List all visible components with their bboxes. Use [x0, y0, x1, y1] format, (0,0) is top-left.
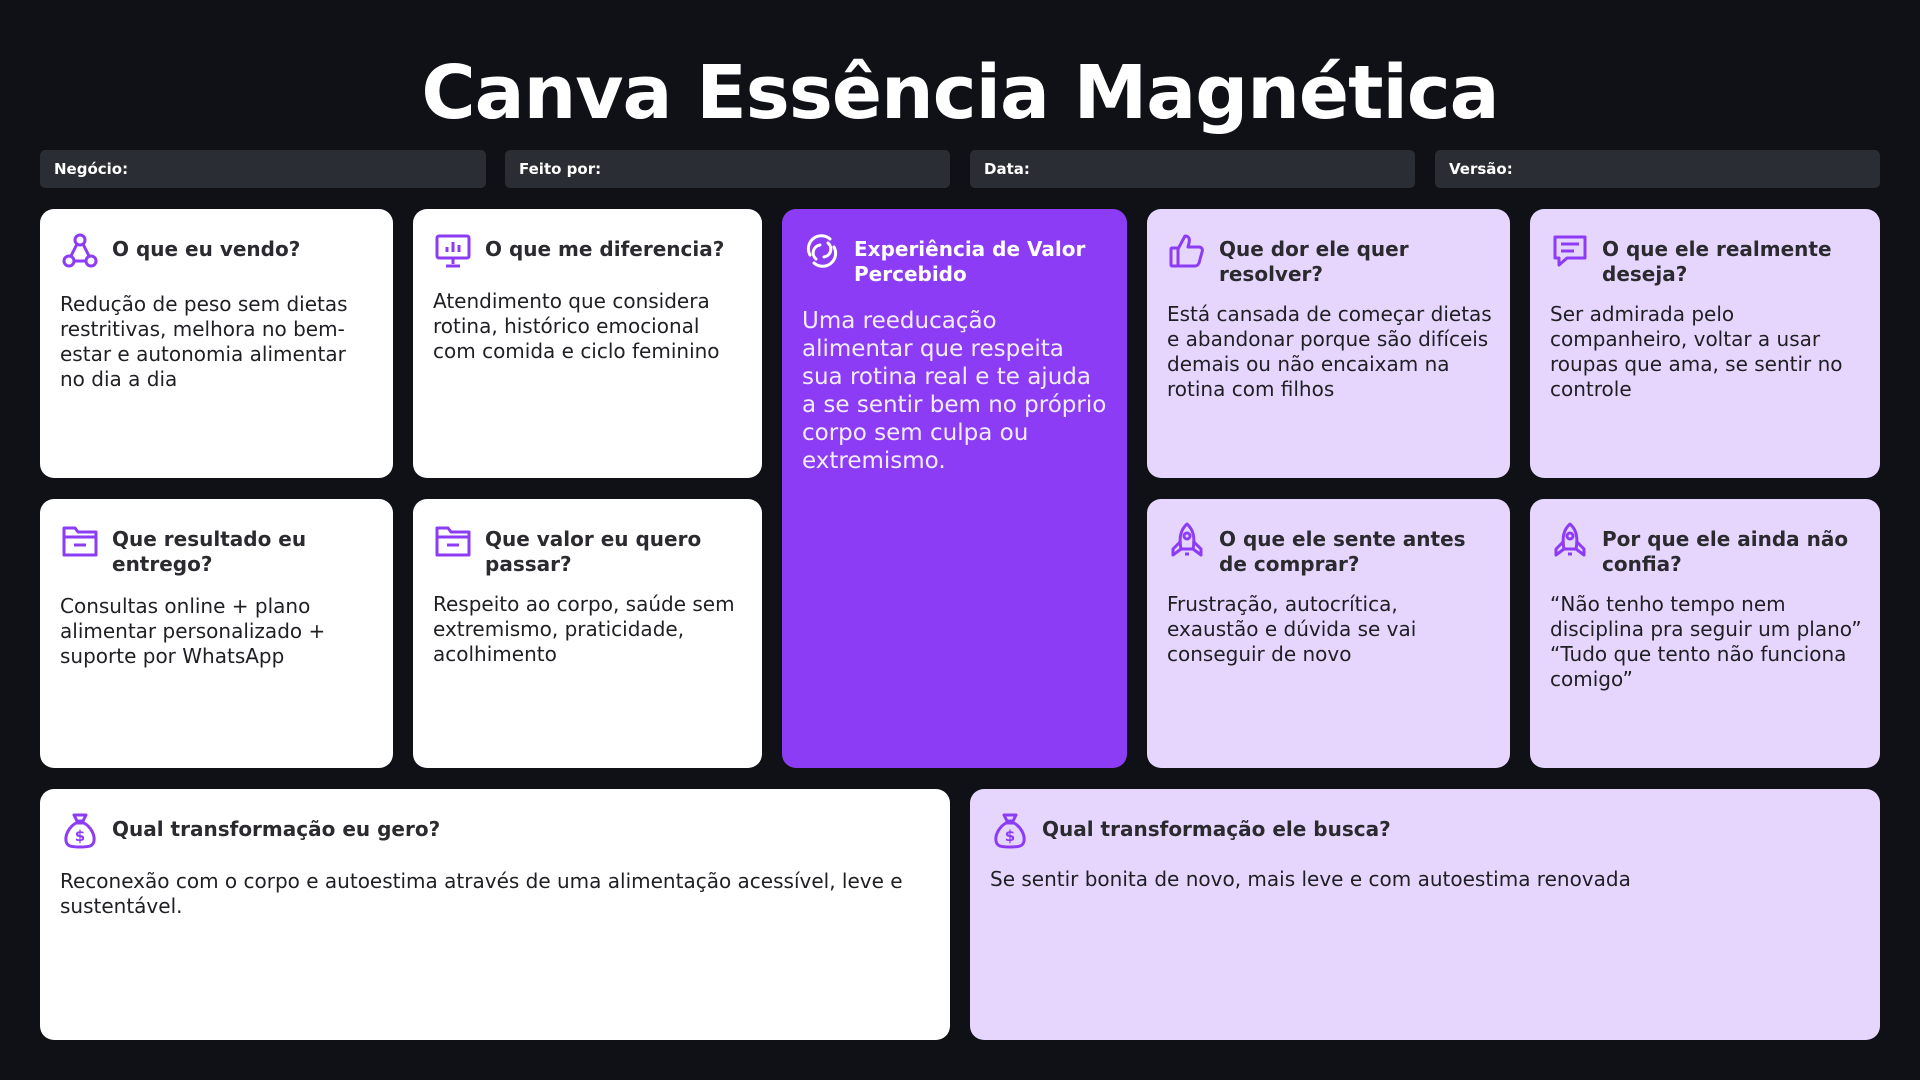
card-value-to-convey[interactable]	[413, 499, 762, 768]
card-result-delivered[interactable]	[40, 499, 393, 768]
card-what-differentiates[interactable]	[413, 209, 762, 478]
card-body: Atendimento que considera rotina, histórico emocional com comida e ciclo feminino	[433, 289, 720, 363]
svg-text:$: $	[1004, 827, 1016, 845]
card-title: O que ele sente antes de comprar?	[1219, 527, 1466, 576]
card-title: Qual transformação ele busca?	[1042, 817, 1391, 841]
folder-icon	[433, 521, 473, 561]
card-transformation-i-generate[interactable]	[40, 789, 950, 1040]
card-title: O que eu vendo?	[112, 237, 301, 261]
money-bag-icon	[990, 811, 1030, 851]
rocket-icon	[1550, 521, 1590, 561]
card-what-i-sell[interactable]	[40, 209, 393, 478]
card-title: O que me diferencia?	[485, 237, 725, 261]
version-field[interactable]: Versão:	[1435, 150, 1880, 188]
thumbs-up-icon	[1167, 231, 1207, 271]
card-title: Por que ele ainda não confia?	[1602, 527, 1849, 576]
money-bag-icon	[60, 811, 100, 851]
chat-bubble-icon	[1550, 231, 1590, 271]
card-title: Qual transformação eu gero?	[112, 817, 441, 841]
card-body: Consultas online + plano alimentar personalizado + suporte por WhatsApp	[60, 594, 326, 668]
card-body: Uma reeducação alimentar que respeita sua rotina real e te ajuda a se sentir bem no próprio corpo sem culpa ou extremismo.	[802, 308, 1107, 474]
svg-text:$: $	[74, 827, 86, 845]
rocket-icon	[1167, 521, 1207, 561]
card-body: Está cansada de começar dietas e abandonar porque são difíceis demais ou não encaixam na rotina com filhos	[1167, 302, 1492, 401]
card-body: Reconexão com o corpo e autoestima através de uma alimentação acessível, leve e sustentável.	[60, 869, 903, 918]
card-body: Redução de peso sem dietas restritivas, melhora no bem-estar e autonomia alimentar no dia a dia	[60, 292, 348, 391]
card-title: O que ele realmente deseja?	[1602, 237, 1832, 286]
card-body: Frustração, autocrítica, exaustão e dúvida se vai conseguir de novo	[1167, 592, 1417, 666]
circular-arrows-icon	[802, 231, 842, 271]
made-by-field[interactable]: Feito por:	[505, 150, 950, 188]
date-field[interactable]: Data:	[970, 150, 1415, 188]
page-title: Canva Essência Magnética	[421, 50, 1499, 136]
card-why-not-trust[interactable]	[1530, 499, 1880, 768]
business-field[interactable]: Negócio:	[40, 150, 486, 188]
card-pain-to-solve[interactable]	[1147, 209, 1510, 478]
card-perceived-value[interactable]	[782, 209, 1127, 768]
presentation-chart-icon	[433, 231, 473, 271]
card-real-desire[interactable]	[1530, 209, 1880, 478]
card-body: Se sentir bonita de novo, mais leve e com autoestima renovada	[990, 867, 1631, 891]
card-title: Que resultado eu entrego?	[112, 527, 307, 576]
card-feeling-before-buying[interactable]	[1147, 499, 1510, 768]
card-body: “Não tenho tempo nem disciplina pra seguir um plano” “Tudo que tento não funciona comigo”	[1550, 592, 1862, 691]
card-body: Respeito ao corpo, saúde sem extremismo, praticidade, acolhimento	[433, 592, 735, 666]
nodes-icon	[60, 231, 100, 271]
card-title: Que valor eu quero passar?	[485, 527, 702, 576]
card-body: Ser admirada pelo companheiro, voltar a usar roupas que ama, se sentir no controle	[1550, 302, 1843, 401]
card-transformation-sought[interactable]	[970, 789, 1880, 1040]
card-title: Experiência de Valor Percebido	[854, 237, 1086, 286]
folder-icon	[60, 521, 100, 561]
card-title: Que dor ele quer resolver?	[1219, 237, 1409, 286]
